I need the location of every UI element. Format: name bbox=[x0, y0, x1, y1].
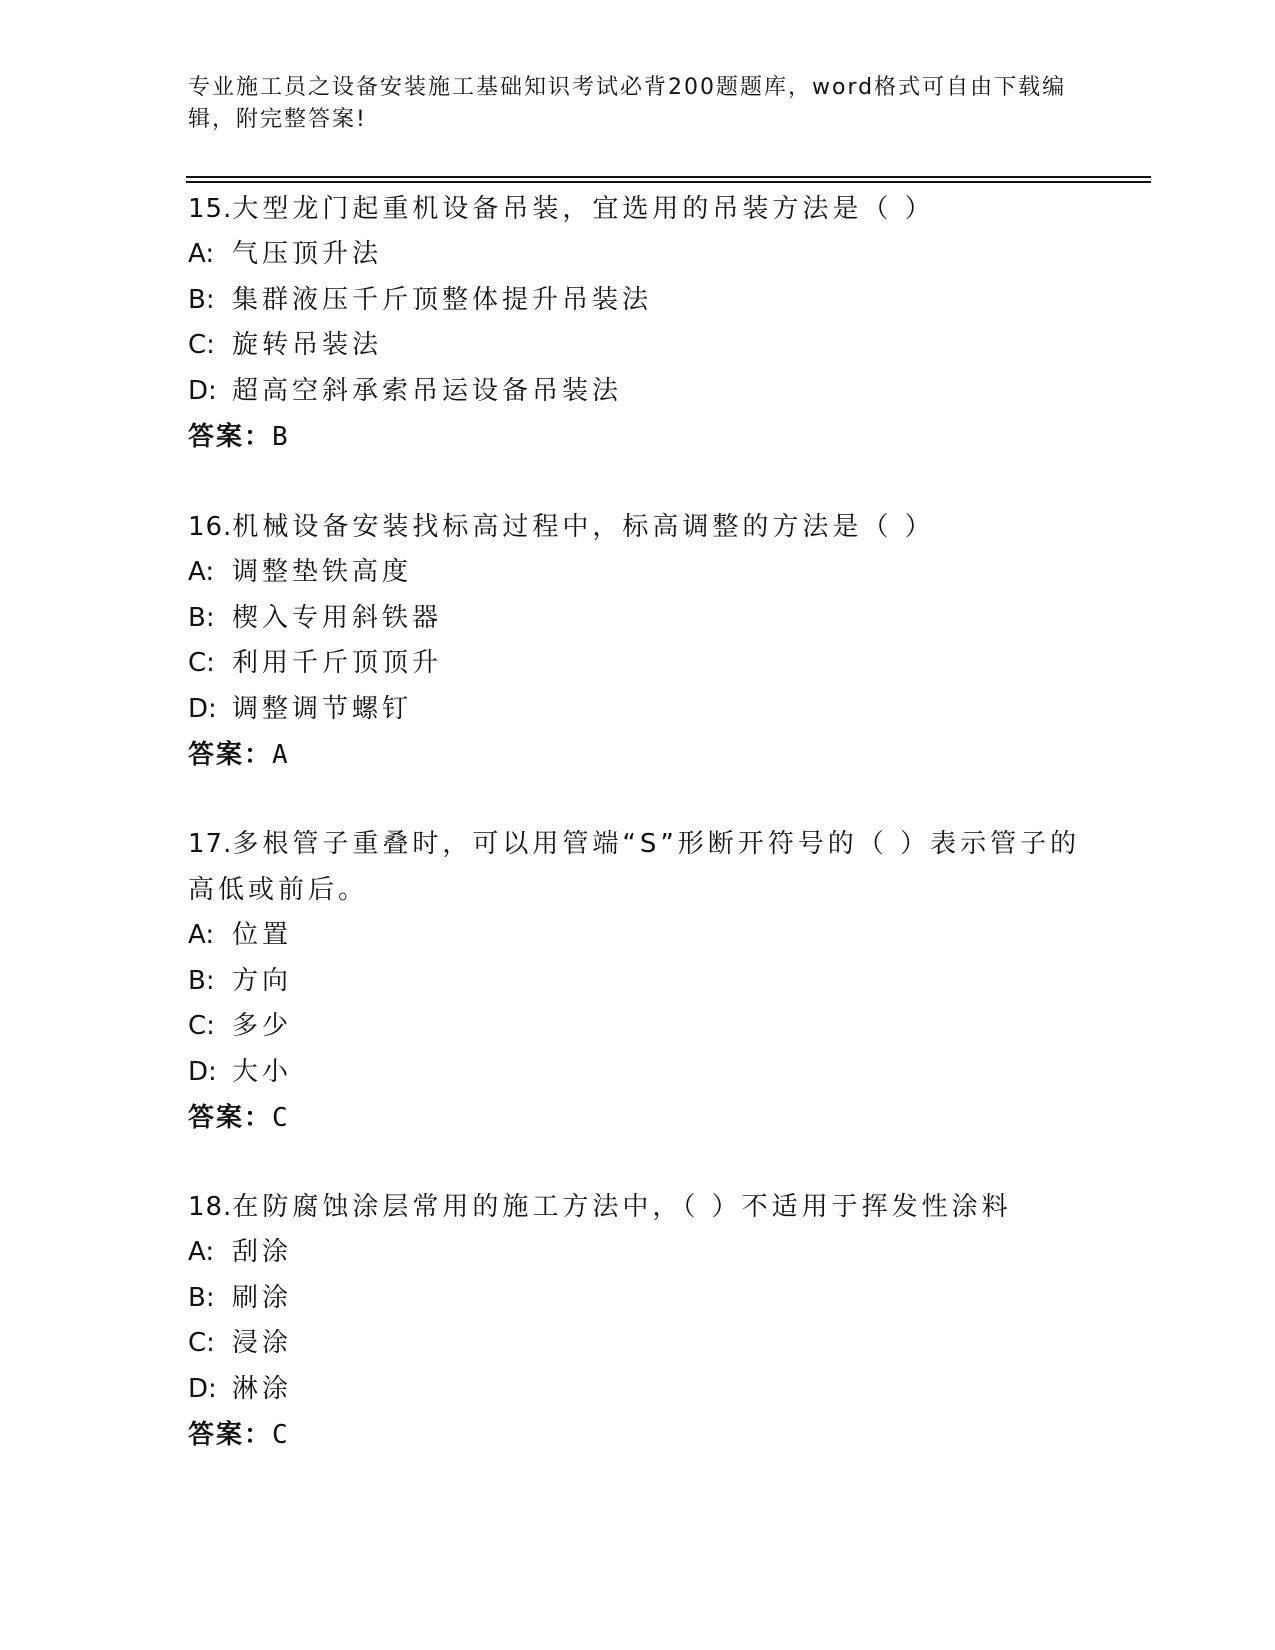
option-c bbox=[188, 1004, 1088, 1050]
question-stem bbox=[188, 186, 1088, 232]
question-18 bbox=[188, 1184, 1088, 1458]
option-text: 调整调节螺钉 bbox=[232, 693, 413, 724]
option-text: 旋转吊装法 bbox=[232, 330, 383, 360]
question-text: 大型龙门起重机设备吊装，宜选用的吊装方法是（ ） bbox=[232, 194, 935, 224]
option-letter: A: bbox=[188, 239, 215, 269]
question-text: 在防腐蚀涂层常用的施工方法中，（ ）不适用于挥发性涂料 bbox=[232, 1192, 1012, 1222]
answer-value: C bbox=[272, 1103, 290, 1133]
option-text: 刮涂 bbox=[232, 1237, 293, 1267]
option-a bbox=[188, 550, 1088, 596]
question-15 bbox=[188, 186, 1088, 460]
question-stem bbox=[188, 1184, 1088, 1230]
option-text: 淋涂 bbox=[232, 1373, 293, 1404]
option-text: 位置 bbox=[232, 920, 293, 950]
option-letter: C: bbox=[188, 1328, 215, 1358]
option-a bbox=[188, 913, 1088, 959]
question-16 bbox=[188, 504, 1088, 778]
answer-value: A bbox=[272, 740, 290, 770]
option-letter: D: bbox=[188, 375, 217, 406]
question-number: 17. bbox=[188, 829, 233, 859]
option-text: 楔入专用斜铁器 bbox=[232, 602, 443, 633]
option-b bbox=[188, 278, 1088, 324]
option-letter: A: bbox=[188, 920, 215, 950]
answer-label: 答案： bbox=[188, 1103, 273, 1133]
answer-line bbox=[188, 1095, 1088, 1141]
option-letter: B: bbox=[188, 284, 215, 315]
answer-label: 答案： bbox=[188, 1420, 273, 1450]
option-text: 多少 bbox=[232, 1011, 293, 1041]
option-text: 利用千斤顶顶升 bbox=[232, 648, 443, 678]
question-text: 机械设备安装找标高过程中，标高调整的方法是（ ） bbox=[232, 512, 935, 542]
option-d bbox=[188, 369, 1088, 415]
option-b bbox=[188, 596, 1088, 642]
answer-label: 答案： bbox=[188, 740, 273, 770]
option-text: 方向 bbox=[232, 965, 293, 996]
header-rule-bottom bbox=[186, 181, 1151, 183]
question-text: 多根管子重叠时，可以用管端“S”形断开符号的（ ）表示管子的高低或前后。 bbox=[188, 829, 1081, 905]
option-letter: B: bbox=[188, 602, 215, 633]
option-a bbox=[188, 232, 1088, 278]
option-text: 浸涂 bbox=[232, 1328, 293, 1358]
document-header: 专业施工员之设备安装施工基础知识考试必背200题题库，word格式可自由下载编辑，附完整答案! bbox=[188, 75, 1067, 132]
option-text: 气压顶升法 bbox=[232, 239, 383, 269]
option-text: 调整垫铁高度 bbox=[232, 557, 413, 587]
option-letter: B: bbox=[188, 1282, 215, 1313]
option-c bbox=[188, 1321, 1088, 1367]
option-letter: B: bbox=[188, 965, 215, 996]
question-number: 16. bbox=[188, 512, 233, 542]
option-d bbox=[188, 1050, 1088, 1096]
option-text: 大小 bbox=[232, 1056, 293, 1087]
option-b bbox=[188, 1276, 1088, 1322]
option-letter: A: bbox=[188, 557, 215, 587]
option-d bbox=[188, 1367, 1088, 1413]
answer-line bbox=[188, 732, 1088, 778]
option-text: 超高空斜承索吊运设备吊装法 bbox=[232, 375, 623, 406]
answer-value: C bbox=[272, 1420, 290, 1450]
option-a bbox=[188, 1230, 1088, 1276]
question-number: 18. bbox=[188, 1192, 233, 1222]
question-stem bbox=[188, 504, 1088, 550]
answer-value: B bbox=[272, 422, 290, 452]
option-c bbox=[188, 641, 1088, 687]
option-letter: C: bbox=[188, 1011, 215, 1041]
option-letter: C: bbox=[188, 330, 215, 360]
option-letter: A: bbox=[188, 1237, 215, 1267]
answer-line bbox=[188, 1412, 1088, 1458]
answer-line bbox=[188, 414, 1088, 460]
option-letter: D: bbox=[188, 1056, 217, 1087]
option-letter: C: bbox=[188, 648, 215, 678]
question-number: 15. bbox=[188, 194, 233, 224]
option-d bbox=[188, 687, 1088, 733]
answer-label: 答案： bbox=[188, 422, 273, 452]
question-17 bbox=[188, 821, 1088, 1141]
option-letter: D: bbox=[188, 1373, 217, 1404]
option-c bbox=[188, 323, 1088, 369]
option-b bbox=[188, 959, 1088, 1005]
question-stem bbox=[188, 821, 1088, 913]
option-letter: D: bbox=[188, 693, 217, 724]
option-text: 集群液压千斤顶整体提升吊装法 bbox=[232, 284, 653, 315]
header-rule-top bbox=[186, 176, 1151, 178]
option-text: 刷涂 bbox=[232, 1282, 293, 1313]
